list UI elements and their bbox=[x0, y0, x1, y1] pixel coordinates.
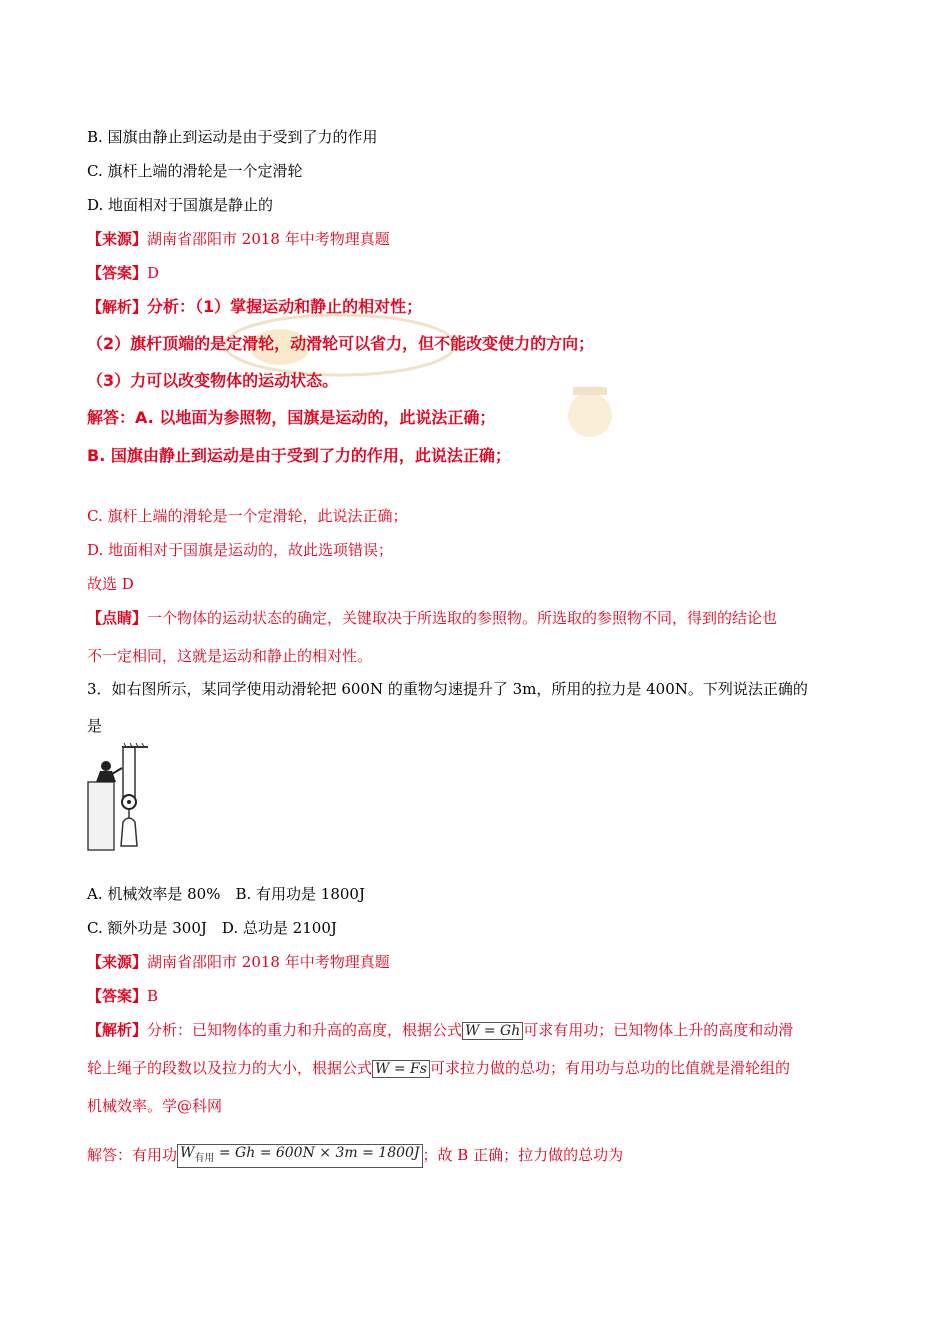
formula-w-fs: W = Fs bbox=[372, 1060, 430, 1078]
source-text: 湖南省邵阳市 2018 年中考物理真题 bbox=[147, 953, 390, 971]
pulley-figure bbox=[86, 742, 166, 852]
q3-answer bbox=[87, 986, 158, 1006]
q3-source bbox=[87, 952, 390, 972]
analysis-text: 可求有用功；已知物体上升的高度和动滑 bbox=[523, 1021, 794, 1039]
source-text: 湖南省邵阳市 2018 年中考物理真题 bbox=[147, 230, 390, 248]
q3-analysis-line2 bbox=[87, 1058, 790, 1078]
q2-answer bbox=[87, 263, 159, 283]
analysis-text: 分析：（1）掌握运动和静止的相对性； bbox=[147, 297, 423, 316]
formula-symbol: W bbox=[180, 1145, 195, 1161]
answer-text: D bbox=[147, 264, 160, 282]
formula-rest: = Gh = 600N × 3m = 1800J bbox=[214, 1145, 420, 1161]
q3-analysis-line4 bbox=[87, 1144, 623, 1168]
q3-stem-line1: 3．如右图所示，某同学使用动滑轮把 600N 的重物匀速提升了 3m，所用的拉力是 400N。下列说法正确的 bbox=[87, 680, 808, 698]
q3-analysis-line3: 机械效率。学@科网 bbox=[87, 1097, 223, 1115]
watermark-mascot bbox=[555, 375, 625, 445]
analysis-text: 分析：已知物体的重力和升高的高度，根据公式 bbox=[147, 1021, 463, 1039]
q2-analysis-line8: 故选 D bbox=[87, 575, 134, 593]
analysis-tag: 【解析】 bbox=[87, 1021, 148, 1039]
q2-option-c: C. 旗杆上端的滑轮是一个定滑轮 bbox=[87, 162, 303, 180]
answer-text: B bbox=[147, 987, 159, 1005]
q3-analysis-line1 bbox=[87, 1020, 793, 1040]
q3-stem-line2: 是 bbox=[87, 717, 103, 735]
q2-comment-line2: 不一定相同，这就是运动和静止的相对性。 bbox=[87, 647, 373, 665]
analysis-text: 解答：有用功 bbox=[87, 1145, 178, 1164]
formula-w-gh: W = Gh bbox=[462, 1022, 523, 1040]
formula-subscript: 有用 bbox=[194, 1152, 215, 1164]
q2-analysis-line6: C. 旗杆上端的滑轮是一个定滑轮，此说法正确； bbox=[87, 507, 408, 525]
formula-useful-work bbox=[177, 1144, 423, 1168]
q2-analysis-line1 bbox=[87, 297, 422, 317]
analysis-text: ；故 B 正确；拉力做的总功为 bbox=[422, 1145, 624, 1164]
analysis-text: 可求拉力做的总功；有用功与总功的比值就是滑轮组的 bbox=[429, 1059, 790, 1077]
q2-source bbox=[87, 229, 390, 249]
q2-analysis-line3: （3）力可以改变物体的运动状态。 bbox=[87, 371, 339, 390]
analysis-tag: 【解析】 bbox=[87, 298, 148, 316]
q3-options-line1: A. 机械效率是 80% B. 有用功是 1800J bbox=[87, 885, 365, 903]
q2-comment-line1 bbox=[87, 608, 777, 628]
source-tag: 【来源】 bbox=[87, 953, 148, 971]
q2-analysis-line7: D. 地面相对于国旗是运动的，故此选项错误； bbox=[87, 541, 394, 559]
comment-text: 一个物体的运动状态的确定，关键取决于所选取的参照物。所选取的参照物不同，得到的结论也 bbox=[147, 609, 778, 627]
q2-analysis-line2: （2）旗杆顶端的是定滑轮，动滑轮可以省力，但不能改变使力的方向； bbox=[87, 334, 595, 353]
analysis-text: 轮上绳子的段数以及拉力的大小，根据公式 bbox=[87, 1059, 373, 1077]
q2-option-d: D. 地面相对于国旗是静止的 bbox=[87, 196, 274, 214]
comment-tag: 【点睛】 bbox=[87, 609, 148, 627]
q2-option-b: B. 国旗由静止到运动是由于受到了力的作用 bbox=[87, 128, 378, 146]
q2-analysis-line4: 解答：A. 以地面为参照物，国旗是运动的，此说法正确； bbox=[87, 408, 496, 427]
answer-tag: 【答案】 bbox=[87, 987, 148, 1005]
q2-analysis-line5: B. 国旗由静止到运动是由于受到了力的作用，此说法正确； bbox=[87, 446, 511, 465]
answer-tag: 【答案】 bbox=[87, 264, 148, 282]
q3-options-line2: C. 额外功是 300J D. 总功是 2100J bbox=[87, 919, 337, 937]
source-tag: 【来源】 bbox=[87, 230, 148, 248]
